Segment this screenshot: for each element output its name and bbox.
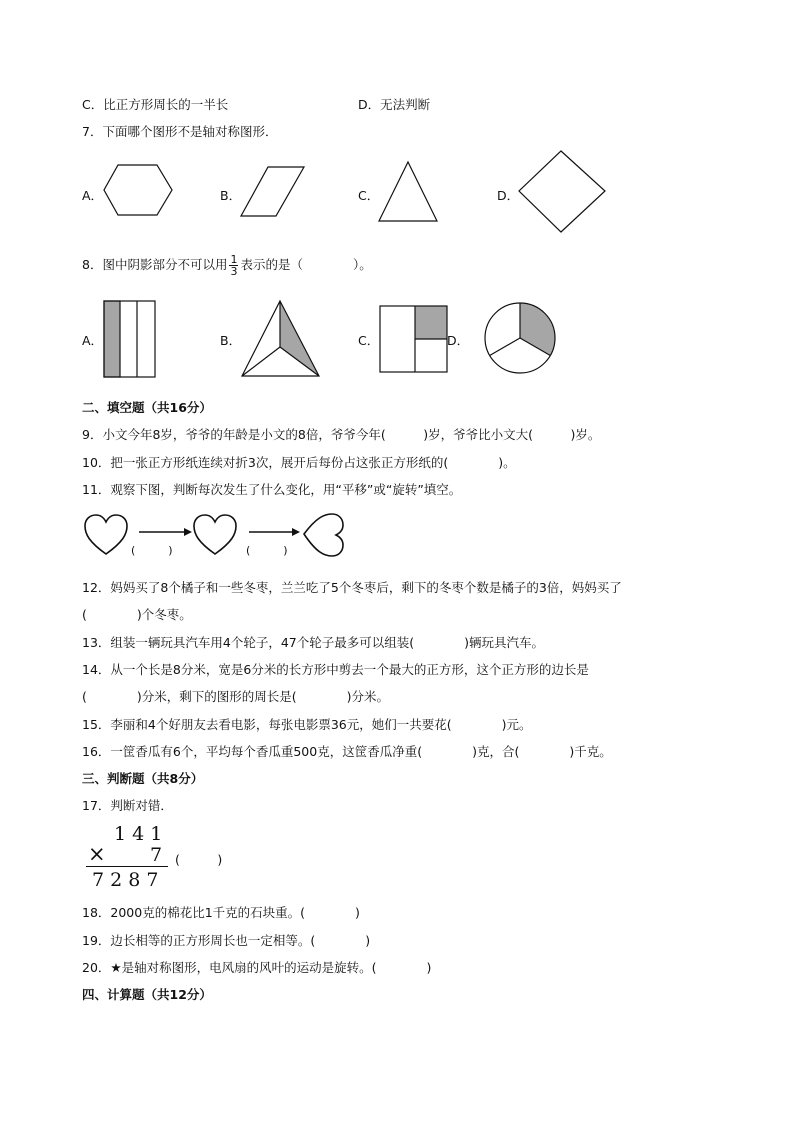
q11-blank-1: ( ): [131, 544, 173, 557]
q7-label-b: B．: [220, 188, 242, 203]
q7-square-figure: [517, 150, 607, 234]
q7-stem: 7．下面哪个图形不是轴对称图形．: [82, 124, 278, 139]
q7-triangle-figure: [378, 161, 440, 223]
q12-line-1: 12．妈妈买了8个橘子和一些冬枣，兰兰吃了5个冬枣后，剩下的冬枣个数是橘子的3倍，妈妈买了: [82, 580, 622, 595]
q11-stem: 11．观察下图，判断每次发生了什么变化，用“平移”或“旋转”填空。: [82, 482, 462, 497]
q7-parallelogram-figure: [240, 166, 306, 218]
q8-rectangle-figure: [103, 300, 157, 378]
q8-circle-figure: [482, 300, 558, 376]
arrowhead-icon: [184, 528, 192, 536]
q8-stem-suffix: 表示的是（ ）。: [240, 257, 372, 272]
q6-option-c: C．比正方形周长的一半长: [82, 97, 229, 112]
q8-label-b: B．: [220, 333, 242, 348]
q11-heart-sequence: [84, 514, 354, 560]
q8-label-d: D．: [447, 333, 470, 348]
q8-stem-prefix: 8．图中阴影部分不可以用: [82, 257, 228, 272]
product: 7 2 8 7: [92, 869, 159, 891]
q17-blank: ( ): [175, 852, 223, 867]
section-3-heading: 三、判断题（共8分）: [82, 771, 204, 786]
q7-label-c: C．: [358, 188, 380, 203]
q6-option-d: D．无法判断: [358, 97, 431, 112]
section-2-heading: 二、填空题（共16分）: [82, 400, 212, 415]
q13: 13．组装一辆玩具汽车用4个轮子，47个轮子最多可以组装( )辆玩具汽车。: [82, 635, 545, 650]
triangle-shape: [379, 162, 437, 221]
q7-label-d: D．: [497, 188, 520, 203]
q18: 18．2000克的棉花比1千克的石块重。( ): [82, 905, 360, 920]
q11-blank-2: ( ): [246, 544, 288, 557]
fraction-denominator: 3: [230, 265, 238, 278]
q8-square-figure: [379, 305, 449, 373]
shaded-strip: [104, 301, 120, 377]
q14-line-2: ( )分米，剩下的图形的周长是( )分米。: [82, 689, 390, 704]
heart-icon: [85, 515, 127, 554]
hexagon-shape: [104, 165, 172, 215]
q8-stem: [82, 253, 372, 277]
rotated-heart-icon: [304, 514, 343, 556]
heart-icon: [194, 515, 236, 554]
fraction-numerator: 1: [230, 253, 238, 266]
shaded-quarter: [415, 306, 447, 339]
q9: 9．小文今年8岁，爷爷的年龄是小文的8倍，爷爷今年( )岁，爷爷比小文大( )岁。: [82, 427, 601, 442]
q8-triangle-figure: [240, 299, 322, 379]
multiplication-rule: [86, 866, 168, 867]
q12-line-2: ( )个冬枣。: [82, 607, 192, 622]
q8-label-a: A．: [82, 333, 104, 348]
section-4-heading: 四、计算题（共12分）: [82, 987, 212, 1002]
multiplicand: 1 4 1: [114, 823, 163, 845]
q19: 19．边长相等的正方形周长也一定相等。( ): [82, 933, 371, 948]
times-sign: ×: [88, 842, 106, 866]
q15: 15．李丽和4个好朋友去看电影，每张电影票36元，她们一共要花( )元。: [82, 717, 532, 732]
one-third-fraction: [229, 254, 238, 277]
q7-label-a: A．: [82, 188, 104, 203]
q14-line-1: 14．从一个长是8分米，宽是6分米的长方形中剪去一个最大的正方形，这个正方形的边长是: [82, 662, 589, 677]
q10: 10．把一张正方形纸连续对折3次，展开后每份占这张正方形纸的( )。: [82, 455, 516, 470]
center-line-left: [242, 347, 280, 376]
multiplier: 7: [150, 844, 163, 866]
q20: 20．★是轴对称图形，电风扇的风叶的运动是旋转。( ): [82, 960, 432, 975]
arrowhead-icon: [292, 528, 300, 536]
parallelogram-shape: [241, 167, 304, 216]
q17-stem: 17．判断对错．: [82, 798, 173, 813]
rotated-square-shape: [519, 151, 605, 232]
q16: 16．一筐香瓜有6个，平均每个香瓜重500克，这筐香瓜净重( )克，合( )千克。: [82, 744, 612, 759]
q7-hexagon-figure: [102, 164, 174, 218]
q8-label-c: C．: [358, 333, 380, 348]
radius-left: [490, 338, 520, 356]
